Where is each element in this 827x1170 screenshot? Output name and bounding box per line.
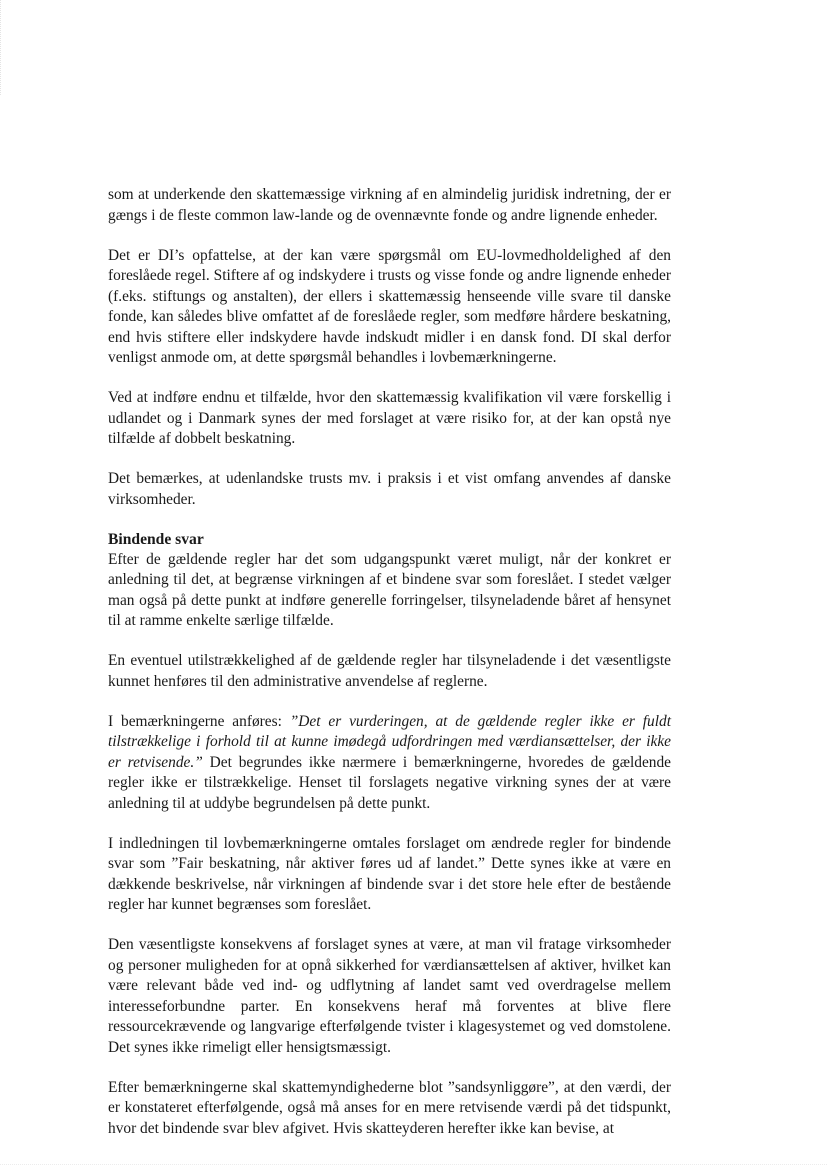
paragraph-utilstraekkelighed: En eventuel utilstrækkelighed af de gældende regler har tilsyneladende i det væsentligste kunnet henføres til den administrative anvendelse af reglerne. — [108, 652, 671, 690]
paragraph-konsekvens: Den væsentligste konsekvens af forslaget synes at være, at man vil fratage virksomheder og personer muligheden for at opnå sikkerhed for værdiansættelsen af aktiver, hvilket kan være relevant både ved ind- og udflytning af landet samt ved overdragelse mellem interesseforbundne parter. En konsekvens heraf må forventes at blive flere ressourcekrævende og langvarige efterfølgende tvister i klagesystemet og ved domstolene. Det synes ikke rimeligt eller hensigtsmæssigt. — [108, 936, 671, 1056]
paragraph-fair-beskatning: I indledningen til lovbemærkningerne omtales forslaget om ændrede regler for bindende svar som ”Fair beskatning, når aktiver føres ud af landet.” Dette synes ikke at være en dækkende beskrivelse, når virkningen af bindende svar i det store hele efter de bestående regler har kunnet begrænses som foreslået. — [108, 834, 671, 913]
page-edge-mark — [0, 0, 3, 95]
paragraph-common-law: som at underkende den skattemæssige virkning af en almindelig juridisk indretning, der er gængs i de fleste common law-lande og de ovennævnte fonde og andre lignende enheder. — [108, 186, 671, 224]
paragraph-dobbelt-beskatning: Ved at indføre endnu et tilfælde, hvor den skattemæssig kvalifikation vil være forskellig i udlandet og i Danmark synes der med forslaget at være risiko for, at der kan opstå nye tilfælde af dobbelt beskatning. — [108, 389, 671, 447]
paragraph-section-intro: Efter de gældende regler har det som udgangspunkt været muligt, når der konkret er anledning til det, at begrænse virkningen af et bindene svar som foreslået. I stedet vælger man også på dette punkt at indføre generelle forringelser, tilsyneladende båret af hensynet til at ramme enkelte særlige tilfælde. — [108, 550, 671, 629]
section-heading-bindende-svar: Bindende svar — [108, 530, 204, 548]
quote-prefix: I bemærkningerne anføres: — [108, 712, 290, 730]
paragraph-eu-lovmedholdelighed: Det er DI’s opfattelse, at der kan være spørgsmål om EU-lovmedholdelighed af den foreslåede regel. Stiftere af og indskydere i trusts og visse fonde og andre lignende enheder (f.eks. stiftungs og anstalten), der ellers i skattemæssig henseende ville svare til danske fonde, kan således blive omfattet af de foreslåede regler, som medføre hårdere beskatning, end hvis stiftere eller indskydere havde indskudt midler i en dansk fond. DI skal derfor venligst anmode om, at dette spørgsmål behandles i lovbemærkningerne. — [108, 246, 671, 366]
document-body — [108, 185, 671, 1159]
quote-text: ”Det er vurderingen, at de gældende regler ikke er fuldt tilstrækkelige i forhold til at kunne imødegå udfordringen med værdiansættelser, der ikke er retvisende.” — [108, 712, 671, 771]
paragraph-udenlandske-trusts: Det bemærkes, at udenlandske trusts mv. i praksis i et vist omfang anvendes af danske virksomheder. — [108, 470, 671, 508]
paragraph-sandsynliggoere: Efter bemærkningerne skal skattemyndighederne blot ”sandsynliggøre”, at den værdi, der er konstateret efterfølgende, også må anses for en mere retvisende værdi på det tidspunkt, hvor det bindende svar blev afgivet. Hvis skatteyderen herefter ikke kan bevise, at — [108, 1078, 671, 1137]
quote-suffix: Det begrundes ikke nærmere i bemærkningerne, hvoredes de gældende regler ikke er tilstrækkelige. Henset til forslagets negative virkning synes der at være anledning til at uddybe begrundelsen på dette punkt. — [108, 753, 672, 812]
paragraph-quote — [108, 712, 671, 815]
page-bottom-mark — [0, 1164, 827, 1166]
